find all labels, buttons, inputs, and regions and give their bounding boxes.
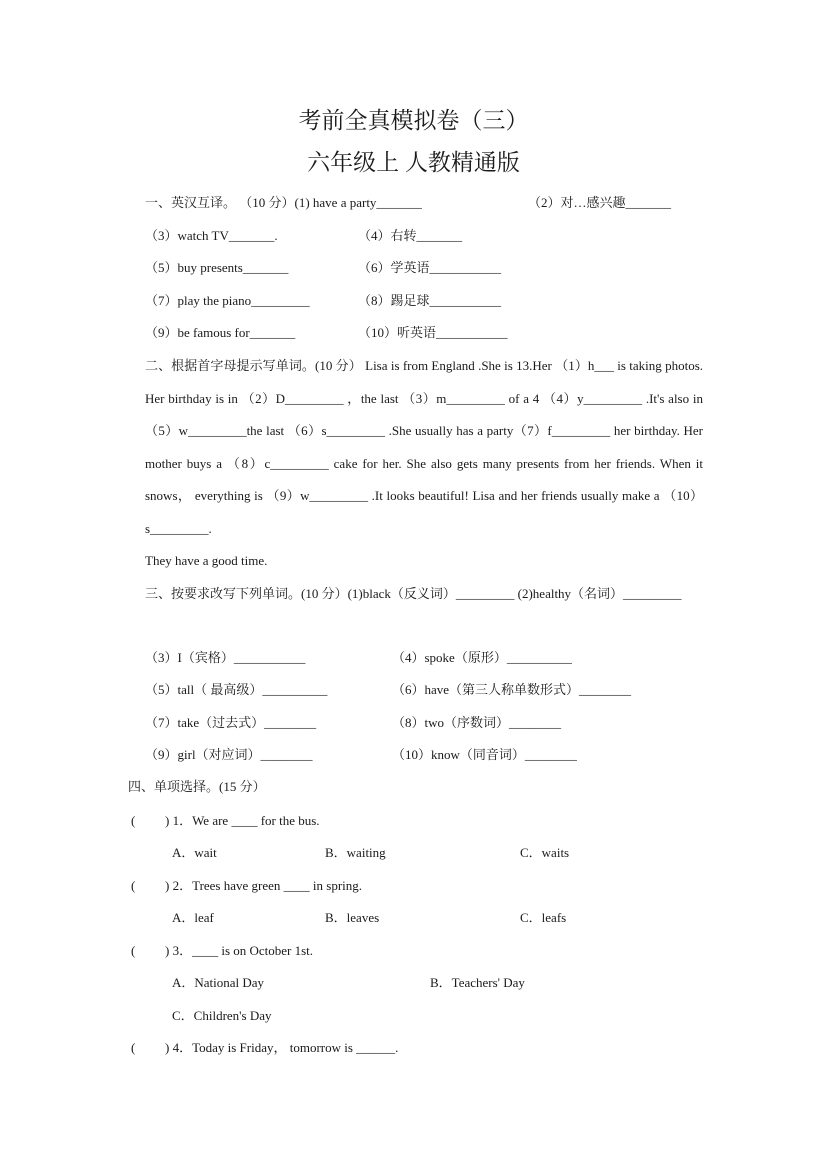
q2-option-a: A．leaf — [172, 910, 214, 925]
s2-passage — [145, 350, 703, 545]
s2-text: 二、根据首字母提示写单词。(10 分） Lisa is from England .She is 13.Her （1）h___ is taking photos. Her birthday is in （2）D_________ ，the last （3）m_________ of a 4 （4）y_________ .It's also in （5）w_________the last （6）s_________ .She usually has a party（7）f_________ her birthday. Her mother buys a （8）c_________ cake for her. She also gets many presents from her friends. When it snows， everything is （9）w_________ .It looks beautiful! Lisa and her friends usually make a （10）s_________. — [145, 358, 703, 536]
q2-stem: ) 2．Trees have green ____ in spring. — [165, 878, 363, 893]
q2-option-c: C．leafs — [520, 910, 567, 925]
q4-paren: ( — [131, 1040, 136, 1055]
s3-item-10: （10）know（同音词）________ — [392, 747, 577, 762]
s3-item-3: （3）I（宾格）___________ — [145, 650, 306, 665]
q3-stem: ) 3．____ is on October 1st. — [165, 943, 314, 958]
q1-option-b: B．waiting — [325, 845, 386, 860]
q2-option-b: B．leaves — [325, 910, 380, 925]
s1-item-6: （6）学英语___________ — [358, 260, 502, 275]
page-subtitle: 六年级上 人教精通版 — [307, 150, 520, 175]
s1-item-9: （9）be famous for_______ — [145, 325, 296, 340]
page-title: 考前全真模拟卷（三） — [298, 108, 529, 133]
s1-header: 一、英汉互译。 （10 分）(1) have a party_______ — [145, 195, 422, 210]
s3-item-6: （6）have（第三人称单数形式）________ — [392, 682, 632, 697]
s1-item-10: （10）听英语___________ — [358, 325, 508, 340]
q1-option-c: C．waits — [520, 845, 570, 860]
q4-stem: ) 4．Today is Friday， tomorrow is ______. — [165, 1040, 399, 1055]
q1-option-a: A．wait — [172, 845, 217, 860]
q3-option-b: B．Teachers' Day — [430, 975, 525, 990]
s3-header-block — [145, 578, 703, 611]
q3-option-a: A．National Day — [172, 975, 265, 990]
s3-text: 三、按要求改写下列单词。(10 分）(1)black（反义词）_________ (2)healthy（名词）_________ — [145, 586, 682, 601]
s1-item-5: （5）buy presents_______ — [145, 260, 289, 275]
s1-item-4: （4）右转_______ — [358, 228, 463, 243]
s1-item-8: （8）踢足球___________ — [358, 293, 502, 308]
q2-paren: ( — [131, 878, 136, 893]
s3-item-5: （5）tall（ 最高级）__________ — [145, 682, 328, 697]
s1-item-3: （3）watch TV_______. — [145, 228, 278, 243]
s3-item-9: （9）girl（对应词）________ — [145, 747, 313, 762]
q3-paren: ( — [131, 943, 136, 958]
q3-option-c: C．Children's Day — [172, 1008, 272, 1023]
s3-item-7: （7）take（过去式）________ — [145, 715, 317, 730]
s4-header: 四、单项选择。(15 分） — [128, 779, 266, 794]
q1-stem: ) 1．We are ____ for the bus. — [165, 813, 320, 828]
s3-item-8: （8）two（序数词）________ — [392, 715, 562, 730]
q1-paren: ( — [131, 813, 136, 828]
s1-item-2: （2）对…感兴趣_______ — [528, 195, 672, 210]
s3-item-4: （4）spoke（原形）__________ — [392, 650, 572, 665]
s1-item-7: （7）play the piano_________ — [145, 293, 310, 308]
s2-last-line: They have a good time. — [145, 553, 268, 568]
